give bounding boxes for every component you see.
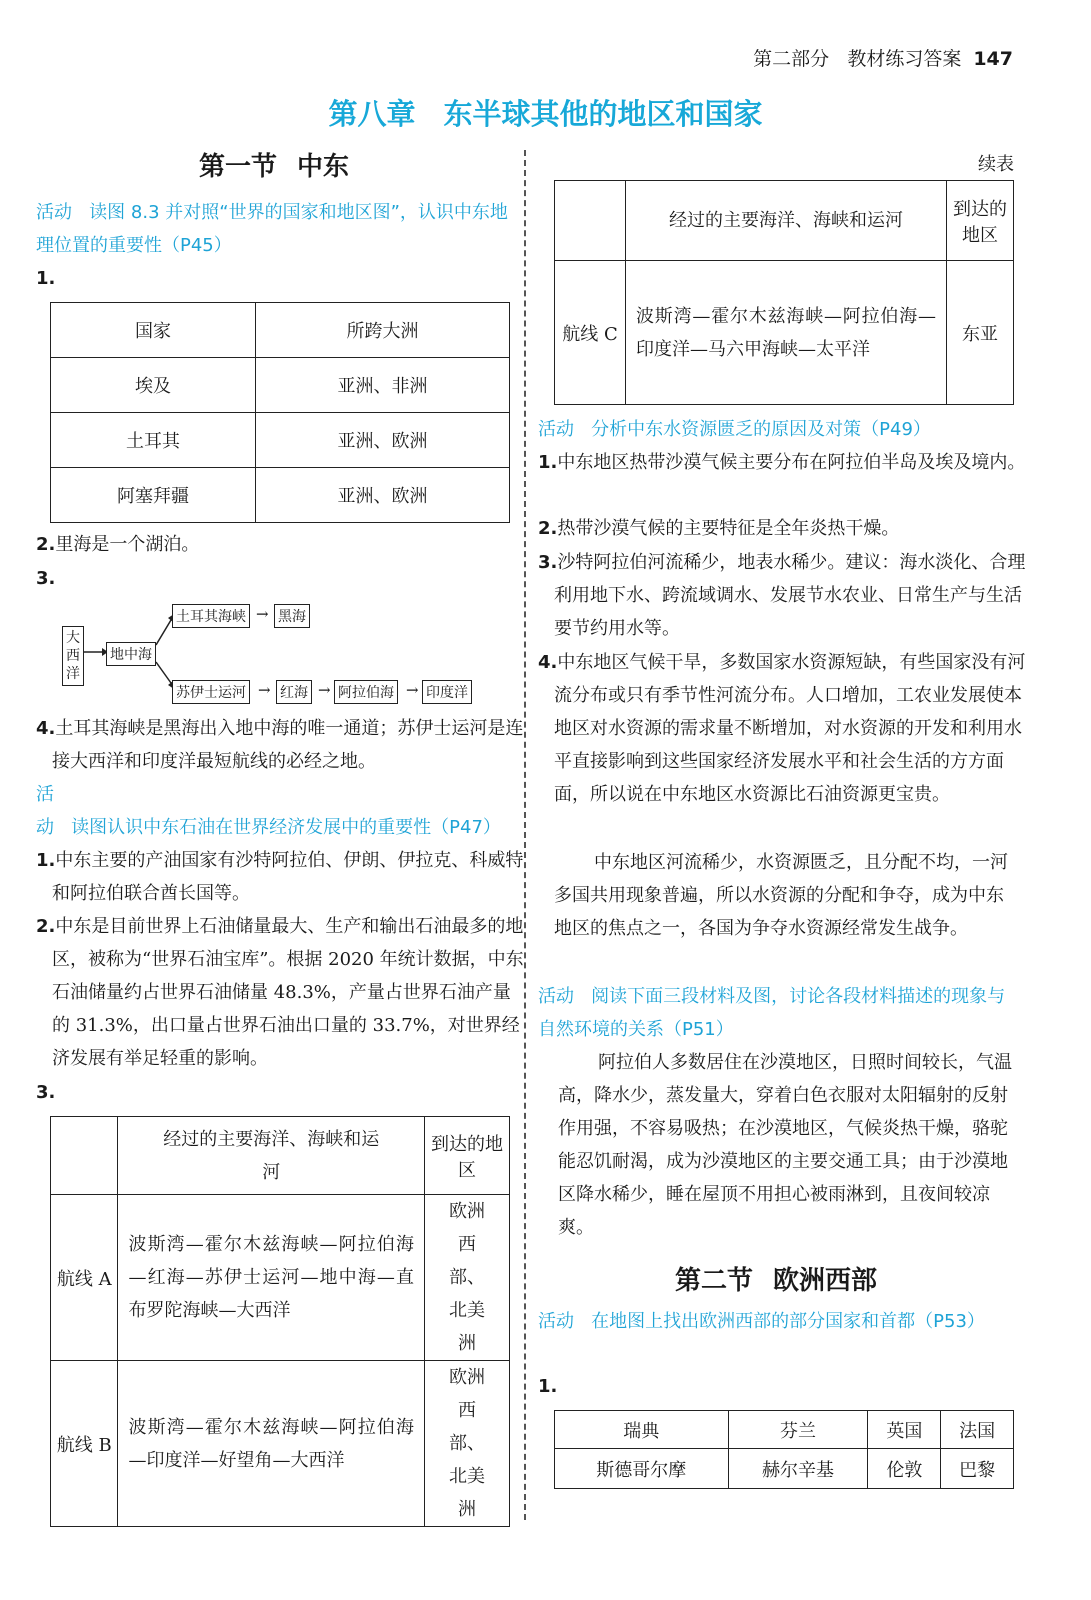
diagram-node-mediterranean: 地中海 bbox=[106, 642, 156, 666]
answer-c1 bbox=[538, 446, 1030, 479]
capital-cell: 巴黎 bbox=[941, 1449, 1014, 1489]
answer-text: 土耳其海峡是黑海出入地中海的唯一通道；苏伊士运河是连接大西洋和印度洋最短航线的必经之地。 bbox=[52, 718, 524, 772]
page-number: 147 bbox=[973, 48, 1013, 70]
diagram-node-turkish-straits: 土耳其海峡 bbox=[172, 604, 250, 628]
table-header: 到达的地区 bbox=[425, 1117, 510, 1195]
table-continued-note: 续表 bbox=[978, 154, 1014, 175]
route-path: 波斯湾—霍尔木兹海峡—阿拉伯海—印度洋—马六甲海峡—太平洋 bbox=[626, 261, 947, 405]
answer-text: 沙特阿拉伯河流稀少，地表水稀少。建议：海水淡化、合理利用地下水、跨流域调水、发展节水农业、日常生产与生活要节约用水等。 bbox=[554, 552, 1026, 639]
answer-text: 热带沙漠气候的主要特征是全年炎热干燥。 bbox=[557, 518, 900, 539]
answer-number: 3. bbox=[538, 552, 558, 573]
answer-c3 bbox=[538, 546, 1030, 645]
activity-heading-4 bbox=[538, 980, 1014, 1046]
answer-2 bbox=[36, 528, 528, 561]
activity-label: 活动 bbox=[538, 1311, 574, 1332]
section-number: 第二节 bbox=[674, 1266, 753, 1296]
route-destination: 欧洲西部、北美洲 bbox=[425, 1361, 510, 1527]
activity-text: 读图认识中东石油在世界经济发展中的重要性（P47） bbox=[71, 817, 501, 838]
activity-heading-2 bbox=[36, 778, 512, 844]
table-cell: 埃及 bbox=[51, 358, 256, 413]
section-title-2 bbox=[538, 1260, 1014, 1297]
activity-heading-3 bbox=[538, 413, 1014, 446]
header-section: 第二部分 bbox=[753, 48, 830, 70]
section-number: 第一节 bbox=[198, 152, 277, 182]
answer-c4-paragraph: 中东地区河流稀少，水资源匮乏，且分配不均，一河多国共用现象普遍，所以水资源的分配和争夺，成为中东地区的焦点之一，各国为争夺水资源经常发生战争。 bbox=[554, 852, 1008, 939]
diagram-arrow: → bbox=[318, 681, 331, 699]
answer-text: 中东地区气候干旱，多数国家水资源短缺，有些国家没有河流分布或只有季节性河流分布。人口增加，工农业发展使本地区对水资源的需求量不断增加，对水资源的开发和利用水平直接影响到这些国家经济发展水平和社会生活的方方面面，所以说在中东地区水资源比石油资源更宝贵。 bbox=[554, 652, 1026, 805]
diagram-node-arabian-sea: 阿拉伯海 bbox=[334, 680, 398, 704]
section-name: 中东 bbox=[297, 152, 350, 182]
route-path: 波斯湾—霍尔木兹海峡—阿拉伯海—红海—苏伊士运河—地中海—直布罗陀海峡—大西洋 bbox=[118, 1195, 425, 1361]
question-number: 3. bbox=[36, 568, 56, 589]
answer-b1 bbox=[36, 844, 528, 910]
country-capital-table bbox=[554, 1410, 1014, 1489]
answer-number: 1. bbox=[36, 850, 56, 871]
question-number: 3. bbox=[36, 1082, 56, 1103]
answer-c2 bbox=[538, 512, 1030, 545]
activity-label: 活动 bbox=[538, 419, 574, 440]
table-header: 经过的主要海洋、海峡和运河 bbox=[118, 1117, 425, 1195]
chapter-name: 东半球其他的地区和国家 bbox=[443, 97, 763, 131]
header-book: 教材练习答案 bbox=[847, 48, 962, 70]
answer-number: 4. bbox=[36, 718, 56, 739]
table-cell: 亚洲、欧洲 bbox=[255, 413, 509, 468]
country-cell: 芬兰 bbox=[728, 1411, 868, 1449]
country-cell: 瑞典 bbox=[555, 1411, 729, 1449]
oil-route-table-continued bbox=[554, 180, 1014, 405]
route-destination: 东亚 bbox=[947, 261, 1014, 405]
oil-route-table bbox=[50, 1116, 510, 1527]
route-label: 航线 A bbox=[51, 1195, 118, 1361]
activity-heading-1 bbox=[36, 196, 512, 262]
chapter-title bbox=[0, 92, 1091, 133]
table-header bbox=[555, 181, 626, 261]
activity-heading-5 bbox=[538, 1305, 1014, 1338]
activity-text: 读图 8.3 并对照“世界的国家和地区图”，认识中东地理位置的重要性（P45） bbox=[36, 202, 508, 256]
table-header: 国家 bbox=[51, 303, 256, 358]
route-path: 波斯湾—霍尔木兹海峡—阿拉伯海—印度洋—好望角—大西洋 bbox=[118, 1361, 425, 1527]
answer-text: 中东主要的产油国家有沙特阿拉伯、伊朗、伊拉克、科威特和阿拉伯联合酋长国等。 bbox=[52, 850, 524, 904]
table-header: 所跨大洲 bbox=[255, 303, 509, 358]
table-header: 到达的地区 bbox=[947, 181, 1014, 261]
table-header bbox=[51, 1117, 118, 1195]
activity-text: 阅读下面三段材料及图，讨论各段材料描述的现象与自然环境的关系（P51） bbox=[538, 986, 1006, 1040]
activity-label: 活动 bbox=[36, 784, 54, 838]
page-header bbox=[753, 44, 1013, 71]
answer-c4 bbox=[538, 646, 1030, 811]
column-divider bbox=[524, 150, 526, 1520]
route-label: 航线 B bbox=[51, 1361, 118, 1527]
diagram-arrow: → bbox=[258, 681, 271, 699]
diagram-node-black-sea: 黑海 bbox=[274, 604, 310, 628]
diagram-node-indian-ocean: 印度洋 bbox=[422, 680, 472, 704]
activity-text: 分析中东水资源匮乏的原因及对策（P49） bbox=[591, 419, 931, 440]
route-destination: 欧洲西部、北美洲 bbox=[425, 1195, 510, 1361]
country-continent-table bbox=[50, 302, 510, 523]
country-cell: 英国 bbox=[868, 1411, 941, 1449]
route-label: 航线 C bbox=[555, 261, 626, 405]
answer-text: 里海是一个湖泊。 bbox=[55, 534, 200, 555]
capital-cell: 赫尔辛基 bbox=[728, 1449, 868, 1489]
answer-text: 中东地区热带沙漠气候主要分布在阿拉伯半岛及埃及境内。 bbox=[557, 452, 1026, 473]
activity-label: 活动 bbox=[538, 986, 574, 1007]
table-header: 经过的主要海洋、海峡和运河 bbox=[626, 181, 947, 261]
diagram-arrow: → bbox=[406, 681, 419, 699]
answer-4 bbox=[36, 712, 528, 778]
table-cell: 亚洲、非洲 bbox=[255, 358, 509, 413]
country-cell: 法国 bbox=[941, 1411, 1014, 1449]
diagram-arrow: → bbox=[256, 605, 269, 623]
diagram-node-suez: 苏伊士运河 bbox=[172, 680, 250, 704]
activity-label: 活动 bbox=[36, 202, 72, 223]
table-cell: 阿塞拜疆 bbox=[51, 468, 256, 523]
answer-d-paragraph: 阿拉伯人多数居住在沙漠地区，日照时间较长，气温高，降水少，蒸发量大，穿着白色衣服对太阳辐射的反射作用强，不容易吸热；在沙漠地区，气候炎热干燥，骆驼能忍饥耐渴，成为沙漠地区的主要交通工具；由于沙漠地区降水稀少，睡在屋顶不用担心被雨淋到，且夜间较凉爽。 bbox=[558, 1052, 1012, 1238]
answer-number: 1. bbox=[538, 452, 558, 473]
diagram-node-red-sea: 红海 bbox=[276, 680, 312, 704]
table-cell: 土耳其 bbox=[51, 413, 256, 468]
activity-text: 在地图上找出欧洲西部的部分国家和首都（P53） bbox=[591, 1311, 985, 1332]
section-name: 欧洲西部 bbox=[773, 1266, 878, 1296]
capital-cell: 伦敦 bbox=[868, 1449, 941, 1489]
capital-cell: 斯德哥尔摩 bbox=[555, 1449, 729, 1489]
answer-text: 中东是目前世界上石油储量最大、生产和输出石油最多的地区，被称为“世界石油宝库”。根据 2020 年统计数据，中东石油储量约占世界石油储量 48.3%，产量占世界石油产量的 31.3%，出口量占世界石油出口量的 33.7%，对世界经济发展有举足轻重的影响。 bbox=[52, 916, 524, 1069]
answer-number: 2. bbox=[36, 916, 56, 937]
answer-b2 bbox=[36, 910, 528, 1075]
answer-number: 4. bbox=[538, 652, 558, 673]
answer-number: 2. bbox=[36, 534, 56, 555]
answer-number: 2. bbox=[538, 518, 558, 539]
diagram-node-atlantic: 大西洋 bbox=[62, 626, 84, 686]
chapter-number: 第八章 bbox=[328, 97, 416, 131]
section-title-1 bbox=[36, 146, 512, 183]
question-number: 1. bbox=[538, 1376, 558, 1397]
question-number: 1. bbox=[36, 268, 56, 289]
table-cell: 亚洲、欧洲 bbox=[255, 468, 509, 523]
